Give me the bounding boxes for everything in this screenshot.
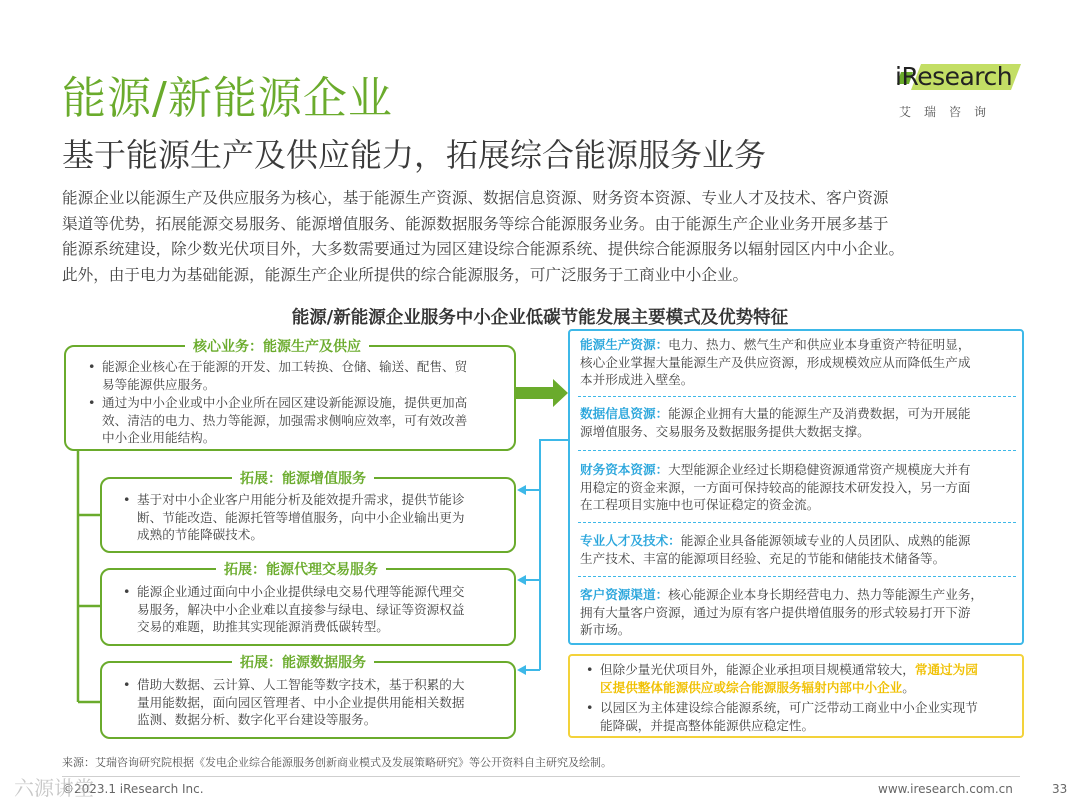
intro-line: 能源系统建设，除少数光伏项目外，大多数需要通过为园区建设综合能源系统、提供综合能源服务以辐射园区内中小企业。 [62,240,905,258]
watermark: 六源讲堂 [14,776,94,800]
value-added-bullet: • 基于对中小企业客户用能分析及能效提升需求，提供节能诊 断、节能改造、能源托管等增值服务，向中小企业输出更为 成熟的节能降碳技术。 [123,492,465,542]
blue-arrowhead [517,665,526,675]
intro-line: 能源企业以能源生产及供应服务为核心，基于能源生产资源、数据信息资源、财务资本资源、专业人才及技术、客户资源 [62,189,889,207]
data-service-bullet: • 借助大数据、云计算、人工智能等数字技术，基于积累的大 量用能数据，面向园区管理者、中小企业提供用能相关数据 监测、数据分析、数字化平台建设等服务。 [123,677,465,727]
advantage-divider [578,522,1016,523]
advantage-item: 能源生产资源：电力、热力、燃气生产和供应业本身重资产特征明显， 核心企业掌握大量能源生产及供应资源，形成规模效应从而降低生产成 本并形成进入壁垒。 [580,337,971,387]
core-business-label: 核心业务：能源生产及供应 [185,336,369,356]
advantage-item: 客户资源渠道：核心能源企业本身长期经营电力、热力等能源生产业务， 拥有大量客户资源，通过为原有客户提供增值服务的形式较易打开下游 新市场。 [580,587,983,637]
agency-trading-service-label: 拓展：能源代理交易服务 [216,559,386,579]
source-note: 来源：艾瑞咨询研究院根据《发电企业综合能源服务创新商业模式及发展策略研究》等公开资料自主研究及绘制。 [62,756,612,769]
page-title: 能源/新能源企业 [62,73,393,124]
page-subtitle: 基于能源生产及供应能力，拓展综合能源服务业务 [62,136,767,174]
data-service-label: 拓展：能源数据服务 [232,652,374,672]
agency-trading-bullet: • 能源企业通过面向中小企业提供绿电交易代理等能源代理交 易服务，解决中小企业难以直接参与绿电、绿证等资源权益 交易的难题，助推其实现能源消费低碳转型。 [123,584,465,634]
advantage-item: 专业人才及技术：能源企业具备能源领域专业的人员团队、成熟的能源 生产技术、丰富的能源项目经验、充足的节能和储能技术储备等。 [580,533,971,566]
blue-arrowhead [517,485,526,495]
blue-connector [540,440,568,670]
note-item: • 但除少量光伏项目外，能源企业承担项目规模通常较大，常通过为园 区提供整体能源供应或综合能源服务辐射内部中小企业。 [586,662,978,695]
advantage-divider [578,576,1016,577]
value-added-service-label: 拓展：能源增值服务 [232,468,374,488]
green-arrow [516,379,568,407]
note-item: • 以园区为主体建设综合能源系统，可广泛带动工商业中小企业实现节 能降碳，并提高整体能源供应稳定性。 [586,700,978,733]
core-bullet: • 通过为中小企业或中小企业所在园区建设新能源设施，提供更加高 效、清洁的电力、热力等能源，加强需求侧响应效率，可有效改善 中小企业用能结构。 [88,395,468,445]
footer-copyright: ©2023.1 iResearch Inc. [62,782,204,796]
page-number: 33 [1052,782,1068,796]
footer-divider [62,776,1020,777]
diagram-title: 能源/新能源企业服务中小企业低碳节能发展主要模式及优势特征 [291,308,789,328]
green-connector [78,450,100,702]
advantage-divider [578,396,1016,397]
logo-text: iResearch [895,62,1013,91]
logo-subtext: 艾瑞咨询 [899,105,1000,119]
advantage-item: 财务资本资源：大型能源企业经过长期稳健资源通常资产规模庞大并有 用稳定的资金来源，一方面可保持较高的能源技术研发投入，另一方面 在工程项目实施中也可保证稳定的资金流。 [580,462,971,512]
advantage-divider [578,450,1016,451]
footer-url: www.iresearch.com.cn [878,782,1013,796]
intro-line: 此外，由于电力为基础能源，能源生产企业所提供的综合能源服务，可广泛服务于工商业中小企业。 [62,265,749,284]
core-bullet: • 能源企业核心在于能源的开发、加工转换、仓储、输送、配售、贸 易等能源供应服务。 [88,359,468,392]
intro-line: 渠道等优势，拓展能源交易服务、能源增值服务、能源数据服务等综合能源服务业务。由于能源生产企业业务开展多基于 [62,214,889,233]
advantage-item: 数据信息资源：能源企业拥有大量的能源生产及消费数据，可为开展能 源增值服务、交易服务及数据服务提供大数据支撑。 [580,406,971,439]
blue-arrowhead [517,575,526,585]
